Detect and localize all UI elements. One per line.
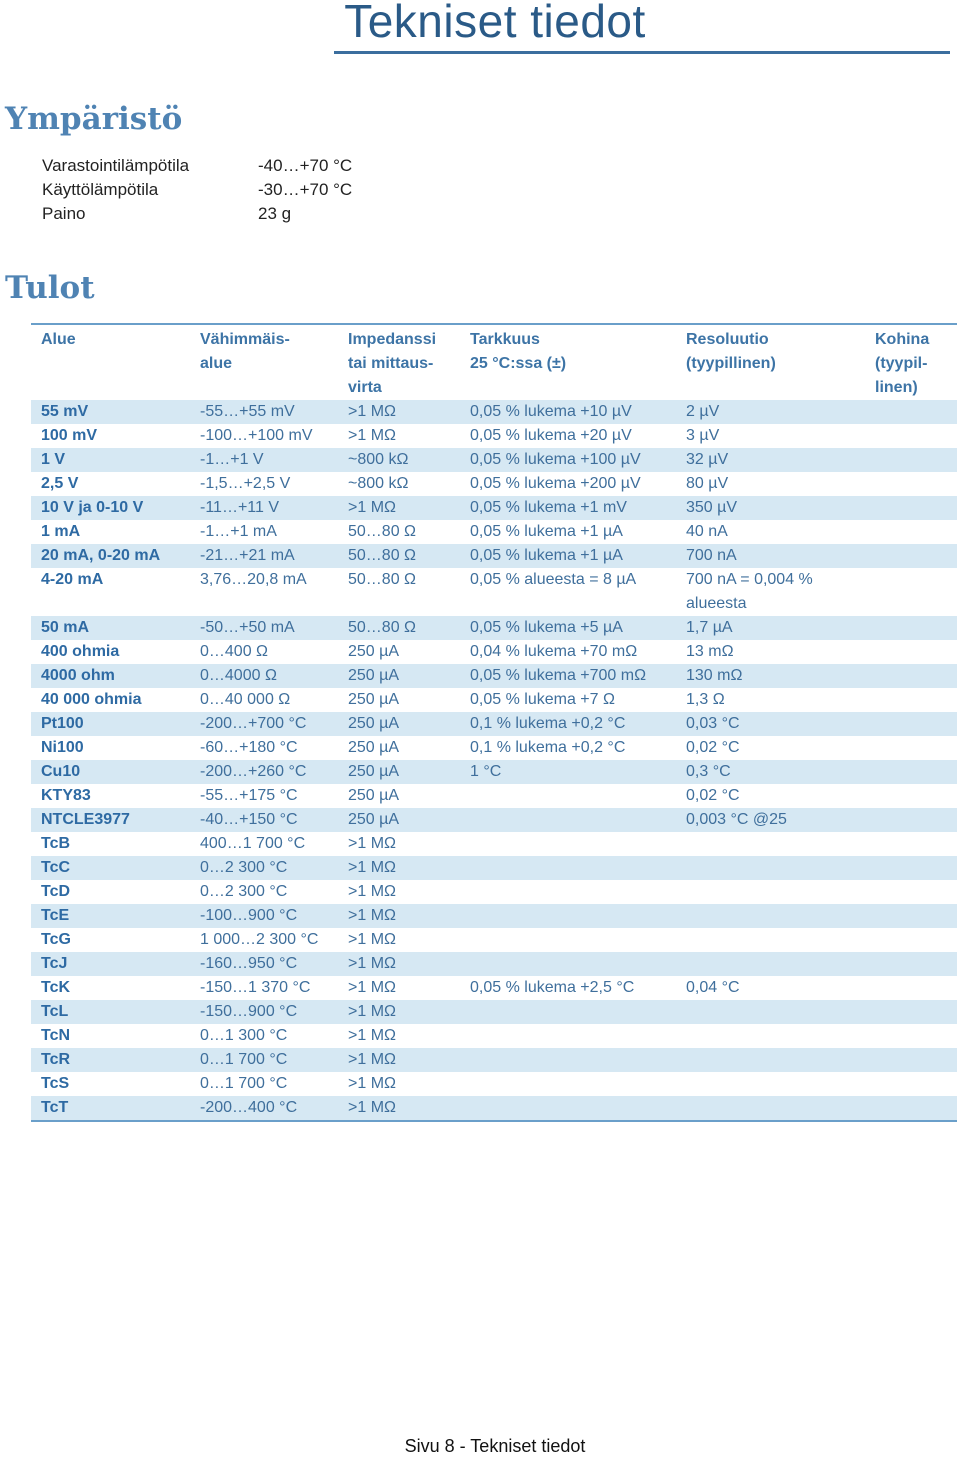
cell-noise [865, 568, 957, 616]
cell-resolution: 0,003 °C @25 [686, 811, 787, 828]
cell-impedance: 250 µA [348, 739, 400, 756]
cell-noise [865, 856, 957, 880]
cell-min-range: -150…1 370 °C [200, 979, 311, 996]
cell-min-range: 0…1 300 °C [200, 1027, 288, 1044]
col-header-impedance: Impedanssi tai mittaus- virta [348, 331, 437, 396]
cell-range-name: TcJ [41, 955, 68, 972]
cell-resolution: 0,3 °C [686, 763, 731, 780]
table-row [31, 1072, 957, 1096]
cell-accuracy [460, 1024, 676, 1048]
cell-resolution [676, 1072, 865, 1096]
cell-min-range: -200…400 °C [200, 1099, 298, 1116]
cell-accuracy: 0,05 % alueesta = 8 µA [470, 571, 637, 588]
env-row-operating-temp [42, 178, 352, 202]
cell-range-name: TcD [41, 883, 71, 900]
cell-noise [865, 544, 957, 568]
cell-impedance: >1 MΩ [348, 1027, 396, 1044]
cell-range-name: 10 V ja 0-10 V [41, 499, 144, 516]
cell-min-range: 1 000…2 300 °C [200, 931, 319, 948]
table-row [31, 760, 957, 784]
cell-range-name: Cu10 [41, 763, 81, 780]
cell-accuracy: 0,1 % lukema +0,2 °C [470, 715, 626, 732]
table-row [31, 448, 957, 472]
cell-accuracy [460, 904, 676, 928]
cell-resolution: 0,02 °C [686, 739, 740, 756]
cell-min-range: 3,76…20,8 mA [200, 571, 307, 588]
table-row [31, 544, 957, 568]
cell-range-name: 4-20 mA [41, 571, 104, 588]
table-row [31, 904, 957, 928]
cell-noise [865, 784, 957, 808]
cell-impedance: >1 MΩ [348, 835, 396, 852]
col-header-accuracy: Tarkkuus 25 °C:ssa (±) [470, 331, 567, 372]
cell-impedance: 50…80 Ω [348, 571, 416, 588]
cell-accuracy [460, 856, 676, 880]
env-row-weight [42, 202, 352, 226]
table-row [31, 784, 957, 808]
table-row [31, 400, 957, 424]
page-title: Tekniset tiedot [344, 0, 646, 47]
env-value: 23 g [258, 204, 292, 223]
cell-range-name: TcL [41, 1003, 69, 1020]
env-value: -40…+70 °C [258, 156, 353, 175]
inputs-spec-table [31, 323, 957, 1122]
cell-impedance: >1 MΩ [348, 883, 396, 900]
cell-noise [865, 640, 957, 664]
col-header-noise: Kohina (tyypil- linen) [875, 331, 930, 396]
cell-noise [865, 448, 957, 472]
cell-accuracy: 0,05 % lukema +1 µA [470, 547, 623, 564]
env-label: Käyttölämpötila [42, 180, 159, 199]
cell-range-name: 50 mA [41, 619, 90, 636]
inputs-heading: Tulot [5, 270, 95, 306]
cell-impedance: 250 µA [348, 715, 400, 732]
cell-min-range: -55…+175 °C [200, 787, 298, 804]
cell-noise [865, 472, 957, 496]
env-row-storage-temp [42, 154, 352, 178]
cell-impedance: >1 MΩ [348, 931, 396, 948]
table-row [31, 640, 957, 664]
table-row [31, 712, 957, 736]
cell-noise [865, 832, 957, 856]
cell-min-range: -1…+1 V [200, 451, 264, 468]
cell-min-range: 0…4000 Ω [200, 667, 277, 684]
cell-accuracy [460, 1048, 676, 1072]
col-header-min-range: Vähimmäis- alue [200, 331, 290, 372]
cell-min-range: 0…1 700 °C [200, 1051, 288, 1068]
cell-impedance: >1 MΩ [348, 427, 396, 444]
cell-range-name: TcG [41, 931, 71, 948]
cell-noise [865, 808, 957, 832]
table-row [31, 808, 957, 832]
cell-range-name: KTY83 [41, 787, 91, 804]
cell-min-range: -150…900 °C [200, 1003, 298, 1020]
cell-min-range: 0…1 700 °C [200, 1075, 288, 1092]
cell-noise [865, 736, 957, 760]
cell-noise [865, 400, 957, 424]
table-row [31, 1024, 957, 1048]
cell-min-range: -55…+55 mV [200, 403, 295, 420]
cell-range-name: Pt100 [41, 715, 84, 732]
cell-range-name: 4000 ohm [41, 667, 115, 684]
cell-impedance: >1 MΩ [348, 955, 396, 972]
cell-accuracy: 0,05 % lukema +1 mV [470, 499, 627, 516]
cell-impedance: >1 MΩ [348, 979, 396, 996]
cell-min-range: 0…400 Ω [200, 643, 268, 660]
cell-impedance: 250 µA [348, 787, 400, 804]
cell-range-name: TcK [41, 979, 71, 996]
cell-resolution: 0,04 °C [686, 979, 740, 996]
cell-accuracy [460, 928, 676, 952]
cell-range-name: 1 mA [41, 523, 81, 540]
cell-resolution [676, 952, 865, 976]
cell-accuracy [460, 880, 676, 904]
cell-impedance: 250 µA [348, 811, 400, 828]
cell-impedance: >1 MΩ [348, 1099, 396, 1116]
table-row [31, 520, 957, 544]
cell-noise [865, 712, 957, 736]
cell-resolution [676, 904, 865, 928]
cell-impedance: 250 µA [348, 691, 400, 708]
cell-resolution: 700 nA = 0,004 % alueesta [686, 571, 813, 612]
cell-accuracy: 0,05 % lukema +1 µA [470, 523, 623, 540]
cell-accuracy [460, 1000, 676, 1024]
cell-noise [865, 1000, 957, 1024]
cell-accuracy: 0,05 % lukema +7 Ω [470, 691, 615, 708]
cell-range-name: TcE [41, 907, 70, 924]
table-row [31, 664, 957, 688]
col-header-resolution: Resoluutio (tyypillinen) [686, 331, 776, 372]
title-underline [334, 51, 950, 54]
cell-range-name: TcR [41, 1051, 71, 1068]
cell-noise [865, 760, 957, 784]
env-value: -30…+70 °C [258, 180, 353, 199]
cell-range-name: 400 ohmia [41, 643, 120, 660]
cell-range-name: 2,5 V [41, 475, 79, 492]
cell-resolution: 130 mΩ [686, 667, 743, 684]
table-row [31, 952, 957, 976]
cell-min-range: -1…+1 mA [200, 523, 277, 540]
cell-min-range: -21…+21 mA [200, 547, 295, 564]
cell-min-range: -100…900 °C [200, 907, 298, 924]
cell-resolution [676, 1024, 865, 1048]
cell-impedance: >1 MΩ [348, 1075, 396, 1092]
cell-range-name: 1 V [41, 451, 66, 468]
cell-noise [865, 616, 957, 640]
cell-impedance: >1 MΩ [348, 403, 396, 420]
cell-resolution: 40 nA [686, 523, 728, 540]
table-row [31, 688, 957, 712]
cell-impedance: >1 MΩ [348, 1051, 396, 1068]
cell-noise [865, 904, 957, 928]
cell-range-name: 55 mV [41, 403, 89, 420]
cell-min-range: -1,5…+2,5 V [200, 475, 291, 492]
cell-range-name: TcS [41, 1075, 70, 1092]
cell-range-name: TcC [41, 859, 71, 876]
table-row [31, 832, 957, 856]
cell-impedance: 250 µA [348, 667, 400, 684]
cell-accuracy: 0,05 % lukema +5 µA [470, 619, 623, 636]
cell-range-name: Ni100 [41, 739, 84, 756]
cell-impedance: 250 µA [348, 763, 400, 780]
cell-noise [865, 1024, 957, 1048]
cell-resolution: 350 µV [686, 499, 738, 516]
environment-list [42, 154, 352, 226]
cell-noise [865, 928, 957, 952]
cell-min-range: -200…+260 °C [200, 763, 307, 780]
cell-range-name: 100 mV [41, 427, 98, 444]
table-row [31, 472, 957, 496]
cell-range-name: 20 mA, 0-20 mA [41, 547, 161, 564]
cell-resolution: 1,7 µA [686, 619, 733, 636]
cell-noise [865, 880, 957, 904]
cell-min-range: 0…40 000 Ω [200, 691, 291, 708]
cell-resolution: 3 µV [686, 427, 720, 444]
cell-noise [865, 952, 957, 976]
cell-accuracy: 0,05 % lukema +200 µV [470, 475, 641, 492]
cell-resolution: 32 µV [686, 451, 729, 468]
table-row [31, 880, 957, 904]
cell-accuracy: 0,05 % lukema +700 mΩ [470, 667, 647, 684]
cell-resolution: 1,3 Ω [686, 691, 725, 708]
cell-min-range: -11…+11 V [200, 499, 280, 516]
cell-range-name: 40 000 ohmia [41, 691, 142, 708]
cell-min-range: -60…+180 °C [200, 739, 298, 756]
env-label: Varastointilämpötila [42, 156, 190, 175]
cell-noise [865, 664, 957, 688]
cell-range-name: TcN [41, 1027, 71, 1044]
cell-noise [865, 1072, 957, 1096]
table-row [31, 1096, 957, 1121]
cell-accuracy [460, 952, 676, 976]
cell-min-range: -200…+700 °C [200, 715, 307, 732]
table-row [31, 928, 957, 952]
cell-min-range: -160…950 °C [200, 955, 298, 972]
table-row [31, 976, 957, 1000]
cell-impedance: 250 µA [348, 643, 400, 660]
cell-impedance: >1 MΩ [348, 907, 396, 924]
cell-min-range: -50…+50 mA [200, 619, 295, 636]
cell-noise [865, 976, 957, 1000]
cell-accuracy [460, 1096, 676, 1121]
cell-resolution [676, 856, 865, 880]
cell-range-name: TcT [41, 1099, 69, 1116]
table-body [31, 400, 957, 1121]
cell-impedance: ~800 kΩ [348, 451, 409, 468]
table-row [31, 496, 957, 520]
cell-resolution [676, 1096, 865, 1121]
cell-noise [865, 496, 957, 520]
cell-impedance: 50…80 Ω [348, 619, 416, 636]
cell-range-name: NTCLE3977 [41, 811, 130, 828]
col-header-alue: Alue [41, 331, 76, 348]
cell-resolution: 0,03 °C [686, 715, 740, 732]
cell-accuracy [460, 1072, 676, 1096]
cell-resolution: 700 nA [686, 547, 737, 564]
cell-noise [865, 688, 957, 712]
cell-noise [865, 1048, 957, 1072]
cell-range-name: TcB [41, 835, 71, 852]
cell-resolution [676, 928, 865, 952]
cell-resolution: 2 µV [686, 403, 720, 420]
cell-accuracy: 0,05 % lukema +10 µV [470, 403, 632, 420]
cell-noise [865, 520, 957, 544]
cell-resolution: 13 mΩ [686, 643, 734, 660]
table-row [31, 1000, 957, 1024]
cell-accuracy [460, 784, 676, 808]
cell-min-range: -100…+100 mV [200, 427, 313, 444]
cell-min-range: 0…2 300 °C [200, 859, 288, 876]
table-row [31, 568, 957, 616]
page-footer: Sivu 8 - Tekniset tiedot [404, 1436, 586, 1456]
cell-accuracy: 0,04 % lukema +70 mΩ [470, 643, 638, 660]
cell-impedance: 50…80 Ω [348, 547, 416, 564]
environment-heading: Ympäristö [5, 101, 183, 137]
cell-resolution: 80 µV [686, 475, 729, 492]
table-header-row [31, 324, 957, 400]
cell-resolution [676, 880, 865, 904]
table-row [31, 856, 957, 880]
env-label: Paino [42, 204, 86, 223]
cell-min-range: 0…2 300 °C [200, 883, 288, 900]
cell-accuracy: 1 °C [470, 763, 502, 780]
table-row [31, 736, 957, 760]
cell-min-range: 400…1 700 °C [200, 835, 306, 852]
cell-noise [865, 1096, 957, 1121]
cell-resolution [676, 832, 865, 856]
cell-accuracy: 0,05 % lukema +2,5 °C [470, 979, 635, 996]
cell-accuracy: 0,05 % lukema +100 µV [470, 451, 641, 468]
cell-accuracy: 0,05 % lukema +20 µV [470, 427, 632, 444]
cell-impedance: >1 MΩ [348, 499, 396, 516]
cell-impedance: >1 MΩ [348, 859, 396, 876]
table-row [31, 424, 957, 448]
cell-impedance: 50…80 Ω [348, 523, 416, 540]
cell-noise [865, 424, 957, 448]
cell-accuracy: 0,1 % lukema +0,2 °C [470, 739, 626, 756]
cell-impedance: ~800 kΩ [348, 475, 409, 492]
cell-accuracy [460, 832, 676, 856]
cell-resolution: 0,02 °C [686, 787, 740, 804]
cell-min-range: -40…+150 °C [200, 811, 298, 828]
cell-resolution [676, 1000, 865, 1024]
cell-resolution [676, 1048, 865, 1072]
table-row [31, 1048, 957, 1072]
table-row [31, 616, 957, 640]
cell-impedance: >1 MΩ [348, 1003, 396, 1020]
cell-accuracy [460, 808, 676, 832]
